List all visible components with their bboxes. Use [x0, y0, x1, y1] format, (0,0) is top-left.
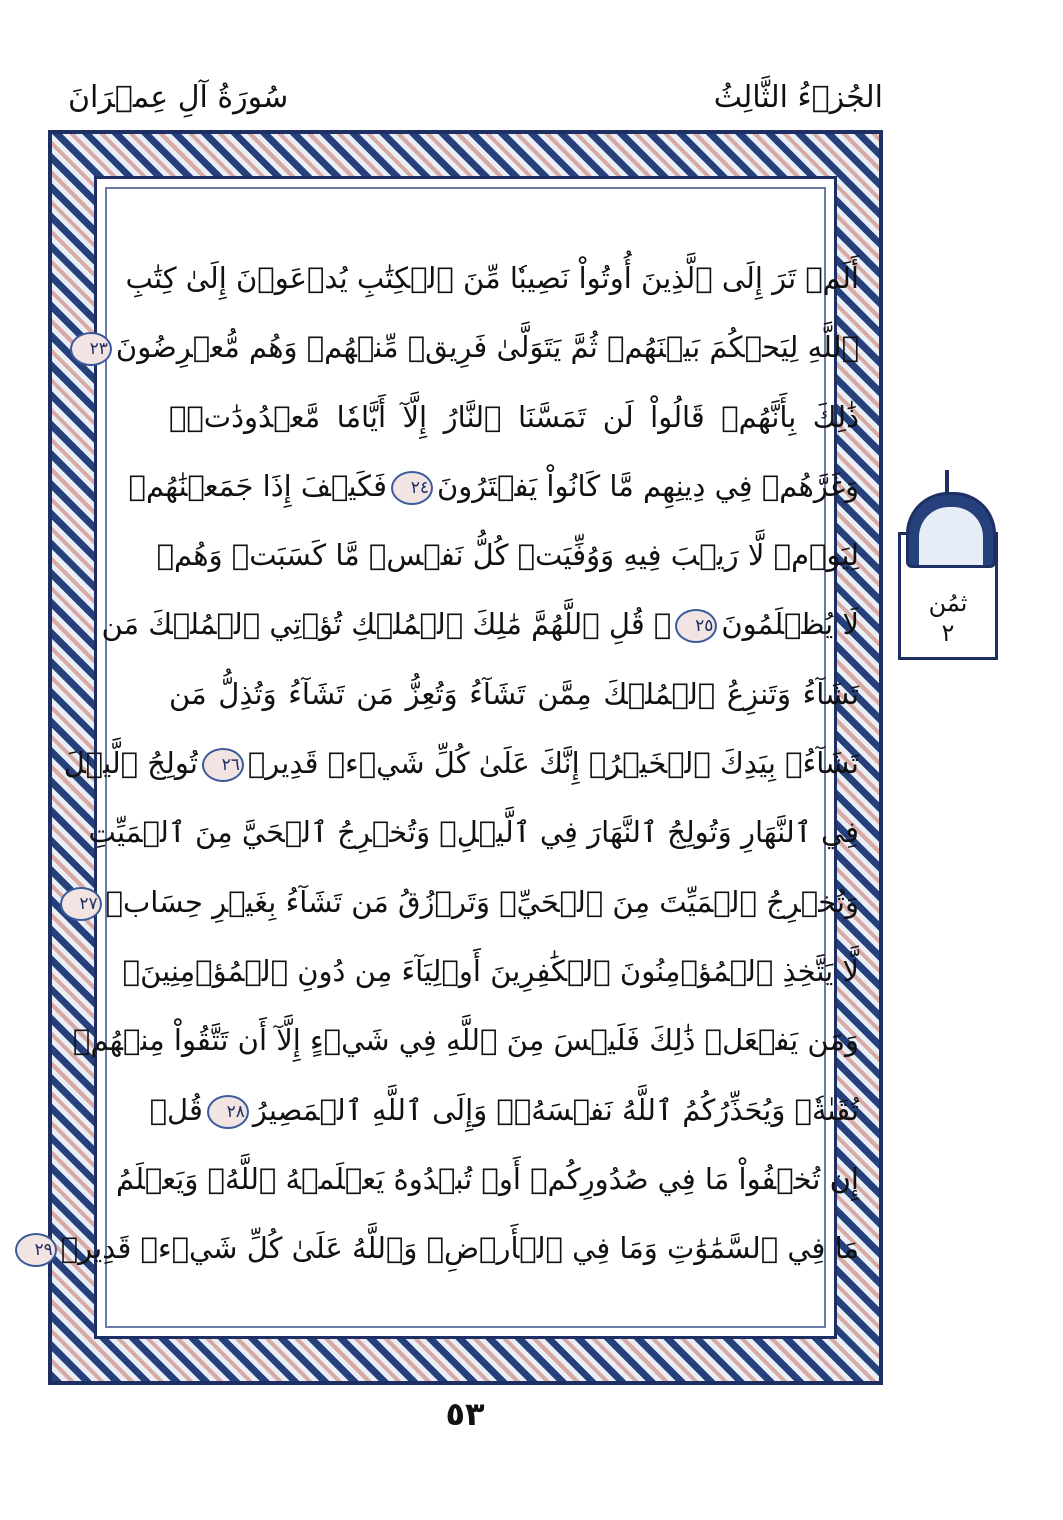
line-text: ٱللَّهِ لِيَحۡكُمَ بَيۡنَهُمۡ ثُمَّ يَتَوَلَّىٰ فَرِيقٞ مِّنۡهُمۡ وَهُم مُّعۡرِضُونَ — [115, 330, 859, 365]
arch-ornament-icon — [906, 492, 996, 568]
marker-number: ٢ — [941, 619, 955, 647]
text-line — [89, 313, 859, 382]
text-line — [79, 868, 859, 937]
line-text: فِي ٱلنَّهَارِ وَتُولِجُ ٱلنَّهَارَ فِي ٱلَّيۡلِۖ وَتُخۡرِجُ ٱلۡحَيَّ مِنَ ٱلۡمَيِّتِ — [88, 815, 859, 850]
text-line — [169, 383, 859, 452]
text-line — [88, 798, 859, 867]
line-text: تُولِجُ ٱلَّيۡلَ — [63, 746, 198, 781]
juz-header: الجُزۡءُ الثَّالِثُ — [713, 80, 883, 115]
page-number: ٥٣ — [445, 1395, 485, 1433]
ayah-number: ٢٦ — [202, 748, 244, 782]
line-text: لَّا يَتَّخِذِ ٱلۡمُؤۡمِنُونَ ٱلۡكَٰفِرِينَ أَوۡلِيَآءَ مِن دُونِ ٱلۡمُؤۡمِنِينَۖ — [122, 953, 859, 988]
marker-label-text: ثمُن — [928, 589, 968, 617]
line-text: وَتُخۡرِجُ ٱلۡمَيِّتَ مِنَ ٱلۡحَيِّۖ وَتَرۡزُقُ مَن تَشَآءُ بِغَيۡرِ حِسَابٖ — [105, 884, 859, 919]
surah-header: سُورَةُ آلِ عِمۡرَانَ — [68, 80, 289, 115]
text-line — [63, 729, 859, 798]
text-line — [122, 937, 859, 1006]
text-line — [156, 521, 859, 590]
text-panel — [34, 176, 859, 1339]
ayah-number: ٢٣ — [70, 332, 112, 366]
text-line — [125, 244, 859, 313]
text-line — [72, 1006, 859, 1075]
line-text: لِيَوۡمٖ لَّا رَيۡبَ فِيهِ وَوُفِّيَتۡ كُلُّ نَفۡسٖ مَّا كَسَبَتۡ وَهُمۡ — [156, 538, 859, 573]
line-text: تُقَىٰةٗۗ وَيُحَذِّرُكُمُ ٱللَّهُ نَفۡسَهُۥۗ وَإِلَى ٱللَّهِ ٱلۡمَصِيرُ — [252, 1092, 859, 1127]
text-line — [115, 1145, 859, 1214]
text-line — [149, 1076, 859, 1145]
hizb-quarter-marker — [898, 470, 998, 662]
line-text: تَشَآءُ وَتَنزِعُ ٱلۡمُلۡكَ مِمَّن تَشَآءُ وَتُعِزُّ مَن تَشَآءُ وَتُذِلُّ مَن — [169, 676, 859, 711]
marker-label — [898, 588, 998, 648]
ornamental-frame — [34, 130, 883, 1385]
line-text: وَمَن يَفۡعَلۡ ذَٰلِكَ فَلَيۡسَ مِنَ ٱللَّهِ فِي شَيۡءٍ إِلَّآ أَن تَتَّقُواْ مِنۡهُمۡ — [72, 1023, 859, 1058]
ayah-number: ٢٧ — [60, 887, 102, 921]
text-line — [128, 452, 859, 521]
ayah-number: ٢٩ — [15, 1233, 57, 1267]
text-line — [101, 590, 859, 659]
line-text: وَغَرَّهُمۡ فِي دِينِهِم مَّا كَانُواْ يَفۡتَرُونَ — [436, 468, 859, 503]
ayah-number: ٢٥ — [675, 609, 717, 643]
ayah-number: ٢٤ — [391, 471, 433, 505]
text-line — [169, 660, 859, 729]
line-text: إِن تُخۡفُواْ مَا فِي صُدُورِكُمۡ أَوۡ تُبۡدُوهُ يَعۡلَمۡهُ ٱللَّهُۗ وَيَعۡلَمُ — [115, 1161, 859, 1196]
line-text: تَشَآءُۖ بِيَدِكَ ٱلۡخَيۡرُۖ إِنَّكَ عَلَىٰ كُلِّ شَيۡءٖ قَدِيرٞ — [247, 746, 859, 781]
line-text: قُلۡ — [149, 1092, 203, 1127]
line-text: ۞ قُلِ ٱللَّهُمَّ مَٰلِكَ ٱلۡمُلۡكِ تُؤۡتِي ٱلۡمُلۡكَ مَن — [101, 607, 672, 642]
line-text: مَا فِي ٱلسَّمَٰوَٰتِ وَمَا فِي ٱلۡأَرۡضِۗ وَٱللَّهُ عَلَىٰ كُلِّ شَيۡءٖ قَدِيرٞ — [60, 1231, 859, 1266]
line-text: فَكَيۡفَ إِذَا جَمَعۡنَٰهُمۡ — [128, 468, 387, 503]
text-line — [34, 1214, 859, 1283]
ayah-number: ٢٨ — [207, 1095, 249, 1129]
quran-text — [34, 244, 859, 1369]
line-text: لَا يُظۡلَمُونَ — [721, 607, 859, 642]
line-text: أَلَمۡ تَرَ إِلَى ٱلَّذِينَ أُوتُواْ نَصِيبٗا مِّنَ ٱلۡكِتَٰبِ يُدۡعَوۡنَ إِلَىٰ كِتَٰبِ — [125, 261, 859, 295]
line-text: ذَٰلِكَ بِأَنَّهُمۡ قَالُواْ لَن تَمَسَّنَا ٱلنَّارُ إِلَّآ أَيَّامٗا مَّعۡدُودَٰتٖۖ — [169, 399, 859, 434]
